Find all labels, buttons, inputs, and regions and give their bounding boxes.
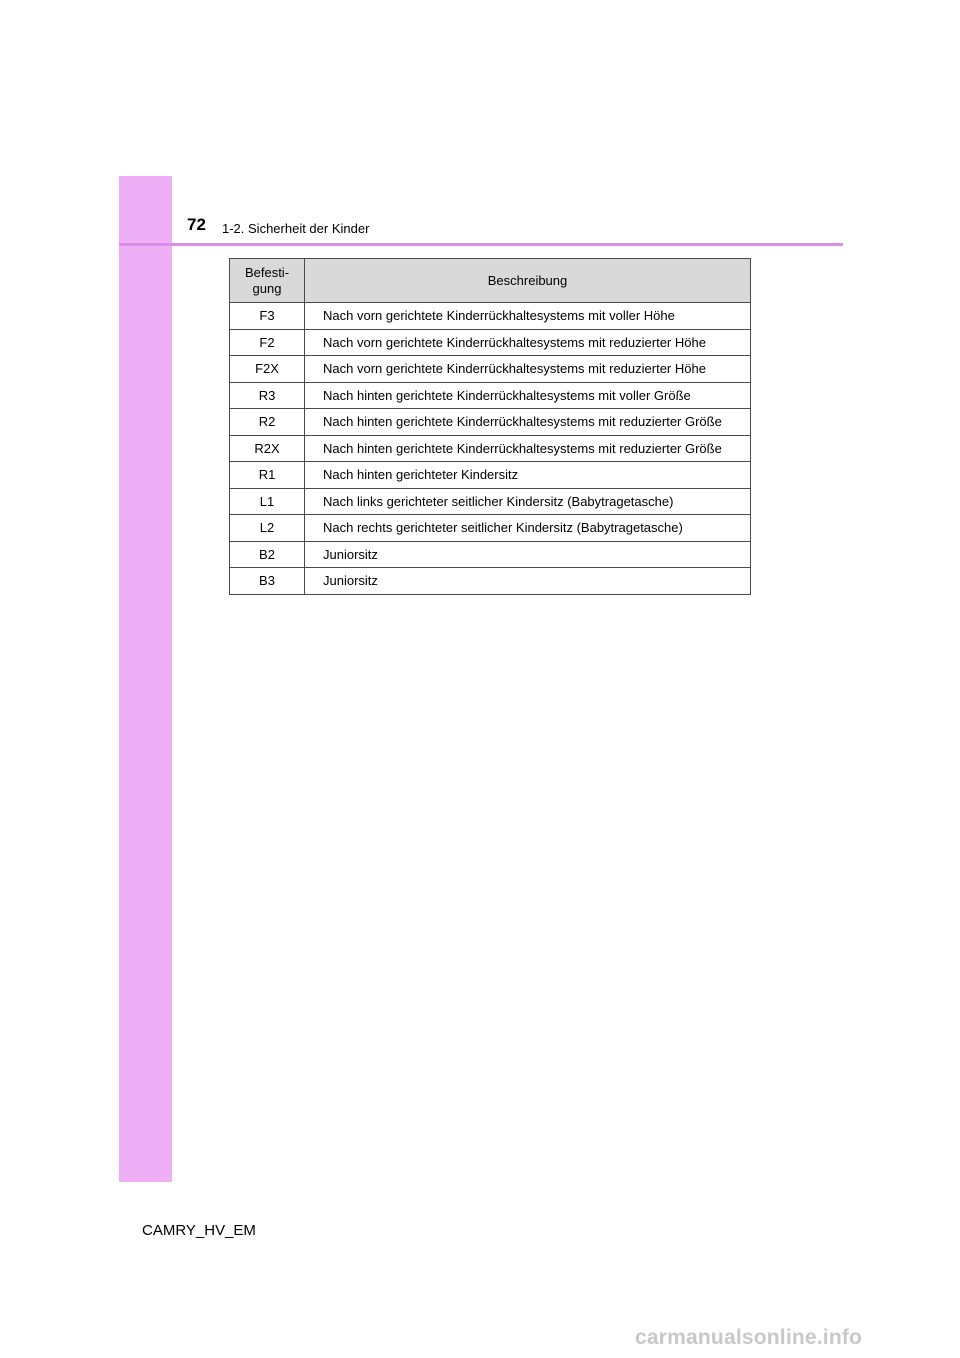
col-header-befestigung	[230, 259, 305, 303]
row-description-cell: Nach hinten gerichteter Kindersitz	[305, 462, 751, 489]
row-code-cell: L2	[230, 515, 305, 542]
col-header-beschreibung: Beschreibung	[305, 259, 751, 303]
row-description-cell: Nach vorn gerichtete Kinderrückhaltesystems mit voller Höhe	[305, 303, 751, 330]
row-description-cell: Nach vorn gerichtete Kinderrückhaltesystems mit reduzierter Höhe	[305, 329, 751, 356]
table-row	[230, 488, 751, 515]
row-code-cell: R1	[230, 462, 305, 489]
row-description-cell: Nach hinten gerichtete Kinderrückhaltesystems mit voller Größe	[305, 382, 751, 409]
table-row	[230, 515, 751, 542]
row-description-cell: Nach hinten gerichtete Kinderrückhaltesystems mit reduzierter Größe	[305, 409, 751, 436]
table-row	[230, 435, 751, 462]
row-description-cell: Nach vorn gerichtete Kinderrückhaltesystems mit reduzierter Höhe	[305, 356, 751, 383]
table-row	[230, 303, 751, 330]
row-code-cell: R3	[230, 382, 305, 409]
row-code-cell: B2	[230, 541, 305, 568]
chapter-side-tab	[119, 176, 172, 1182]
watermark: carmanualsonline.info	[635, 1326, 863, 1349]
section-title: 1-2. Sicherheit der Kinder	[222, 221, 370, 236]
col-header-befestigung-line2: gung	[252, 280, 282, 296]
row-code-cell: R2	[230, 409, 305, 436]
table-row	[230, 409, 751, 436]
row-description-cell: Nach links gerichteter seitlicher Kindersitz (Babytragetasche)	[305, 488, 751, 515]
table-header-row	[230, 259, 751, 303]
table-body	[230, 303, 751, 595]
row-description-cell: Nach rechts gerichteter seitlicher Kindersitz (Babytragetasche)	[305, 515, 751, 542]
row-code-cell: F2X	[230, 356, 305, 383]
table-row	[230, 568, 751, 595]
row-code-cell: R2X	[230, 435, 305, 462]
footer-doc-code: CAMRY_HV_EM	[142, 1222, 256, 1239]
header-divider	[119, 243, 843, 246]
table-row	[230, 329, 751, 356]
page-number: 72	[187, 215, 206, 234]
row-code-cell: F3	[230, 303, 305, 330]
restraint-category-table	[229, 258, 751, 595]
row-code-cell: L1	[230, 488, 305, 515]
row-code-cell: F2	[230, 329, 305, 356]
table-row	[230, 356, 751, 383]
table-row	[230, 462, 751, 489]
row-description-cell: Nach hinten gerichtete Kinderrückhaltesystems mit reduzierter Größe	[305, 435, 751, 462]
table-row	[230, 541, 751, 568]
row-description-cell: Juniorsitz	[305, 568, 751, 595]
col-header-befestigung-line1: Befesti-	[244, 264, 290, 280]
table-row	[230, 382, 751, 409]
row-description-cell: Juniorsitz	[305, 541, 751, 568]
row-code-cell: B3	[230, 568, 305, 595]
